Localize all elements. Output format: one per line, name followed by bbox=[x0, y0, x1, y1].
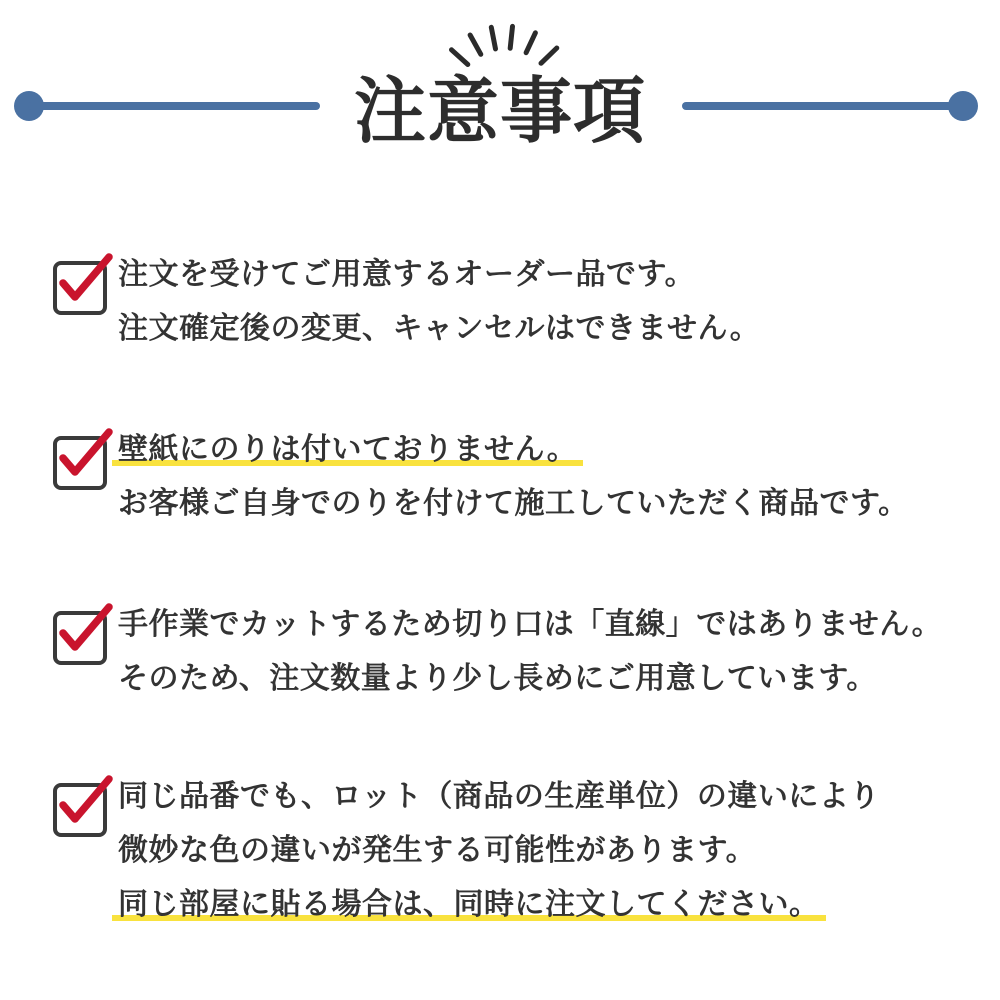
checked-checkbox-icon bbox=[53, 611, 107, 665]
checked-checkbox-icon bbox=[53, 261, 107, 315]
burst-rays-icon bbox=[440, 10, 570, 68]
divider-rule-right bbox=[682, 102, 966, 110]
highlighted-notice-text: 壁紙にのりは付いておりません。 bbox=[112, 433, 583, 466]
highlighted-notice-text: 同じ部屋に貼る場合は、同時に注文してください。 bbox=[112, 888, 826, 921]
notice-line bbox=[118, 878, 880, 932]
notice-line bbox=[118, 477, 909, 531]
divider-rule-left bbox=[28, 102, 320, 110]
notice-line bbox=[118, 423, 909, 477]
red-checkmark-icon bbox=[53, 599, 115, 661]
notice-line bbox=[118, 824, 880, 878]
notice-item-cut bbox=[48, 598, 942, 706]
notice-text: 手作業でカットするため切り口は「直線」ではありません。 bbox=[118, 608, 943, 641]
notice-line bbox=[118, 598, 942, 652]
notice-line bbox=[118, 248, 760, 302]
notice-item-order bbox=[48, 248, 760, 356]
notice-text: 微妙な色の違いが発生する可能性があります。 bbox=[118, 834, 757, 867]
notice-line bbox=[118, 302, 760, 356]
red-checkmark-icon bbox=[53, 249, 115, 311]
checked-checkbox-icon bbox=[53, 783, 107, 837]
notice-line bbox=[118, 652, 942, 706]
notice-text: そのため、注文数量より少し長めにご用意しています。 bbox=[118, 662, 877, 695]
red-checkmark-icon bbox=[53, 424, 115, 486]
notice-line bbox=[118, 770, 880, 824]
checked-checkbox-icon bbox=[53, 436, 107, 490]
notice-text: 注文確定後の変更、キャンセルはできません。 bbox=[118, 312, 761, 345]
page-title: 注意事項 bbox=[353, 72, 646, 152]
notice-text: 注文を受けてご用意するオーダー品です。 bbox=[118, 258, 696, 291]
notice-text: お客様ご自身でのりを付けて施工していただく商品です。 bbox=[118, 487, 909, 520]
notice-item-glue bbox=[48, 423, 909, 531]
divider-dot-right bbox=[948, 91, 978, 121]
notice-item-lot bbox=[48, 770, 880, 932]
notice-text: 同じ品番でも、ロット（商品の生産単位）の違いにより bbox=[118, 780, 880, 813]
red-checkmark-icon bbox=[53, 771, 115, 833]
